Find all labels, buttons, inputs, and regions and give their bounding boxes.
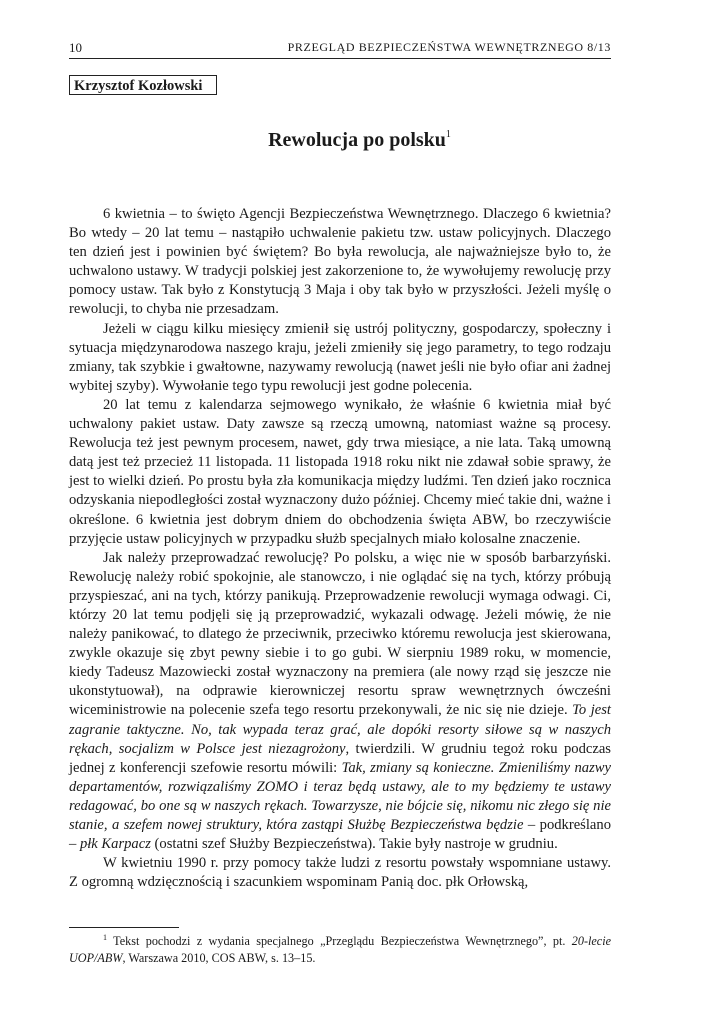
paragraph-4-text-4: (ostatni szef Służby Bezpieczeństwa). Takie były nastroje w grudniu. xyxy=(150,836,558,853)
author-name: Krzysztof Kozłowski xyxy=(69,75,217,95)
paragraph-4-text-1: Jak należy przeprowadzać rewolucję? Po polsku, a więc nie w sposób barbarzyński. Rewolucję należy robić spokojnie, ale stanowczo, i nie oglądać się na tych, którzy próbują przyspieszać, ani na tych, którzy panikują. Przeprowadzenie rewolucji wymaga odwagi. Ci, którzy 20 lat temu podjęli się ją przeprowadzić, wykazali odwagę. Jeżeli mówię, że nie należy panikować, to dlatego że przeciwnik, przeciwko któremu rewolucja jest skierowana, zwykle okazuje się zbyt pewny siebie i to go gubi. W sierpniu 1989 roku, w momencie, kiedy Tadeusz Mazowiecki został wyznaczony na premiera (ale nowy rząd się jeszcze nie ukonstytuował), na odprawie kierowniczej resortu spraw wewnętrznych ówcześni wiceministrowie na polecenie szefa tego resortu przekonywali, że nic się nie dzieje. xyxy=(69,549,611,719)
paragraph-4-text-2: , twierdzili. W grudniu tegoż roku podczas jednej z konferencji szefowie resortu mówili: xyxy=(69,740,611,776)
paragraph-1: 6 kwietnia – to święto Agencji Bezpieczeństwa Wewnętrznego. Dlaczego 6 kwietnia? Bo wtedy – 20 lat temu – nastąpiło uchwalenie pakietu tzw. ustaw policyjnych. Dlaczego ten dzień jest i powinien być świętem? Bo była rewolucja, ale najważniejsze było to, że uchwalono ustawy. W tradycji polskiej jest zakorzenione to, że wywołujemy rewolucję przy pomocy ustaw. Tak było z Konstytucją 3 Maja i oby tak było w przyszłości. Jeżeli myślę o rewolucji, to chyba nie przesadzam. xyxy=(69,206,611,318)
quote-name: płk Karpacz xyxy=(79,836,151,853)
footnote-number: 1 xyxy=(103,933,107,942)
title-footnote-ref: 1 xyxy=(445,129,451,140)
footnote-divider xyxy=(69,927,179,928)
article-title-text: Rewolucja po polsku xyxy=(268,129,446,151)
article-title xyxy=(0,127,719,153)
running-title: PRZEGLĄD BEZPIECZEŃSTWA WEWNĘTRZNEGO 8/13 xyxy=(287,40,611,54)
quote-conference: Tak, zmiany są konieczne. Zmieniliśmy nazwy departamentów, rozwiązaliśmy ZOMO i teraz będą ustawy, ale to my będziemy te ustawy redagować, bo one są w naszych rękach. Towarzysze, nie bójcie się, nikomu nic złego się nie stanie, a szefem nowej struktury, która zastąpi Służbę Bezpieczeństwa będzie xyxy=(69,759,611,833)
quote-tactical: To jest zagranie taktyczne. No, tak wypada teraz grać, ale dopóki resorty siłowe są w naszych rękach, socjalizm w Polsce jest niezagrożony xyxy=(69,702,611,757)
footnote-text-1: Tekst pochodzi z wydania specjalnego „Przeglądu Bezpieczeństwa Wewnętrznego”, pt. xyxy=(113,934,572,948)
paragraph-4-text-3: – podkreślano – xyxy=(69,817,611,853)
paragraph-4 xyxy=(69,549,611,855)
page-number: 10 xyxy=(69,40,82,55)
paragraph-3: 20 lat temu z kalendarza sejmowego wynikało, że właśnie 6 kwietnia miał być uchwalony pakiet ustaw. Daty zawsze są rzeczą umowną, natomiast ważne są procesy. Rewolucja też jest pewnym procesem, nawet, gdy trwa miesiące, a nie lata. Taką umowną datą jest też przecież 11 listopada. 11 listopada 1918 roku nikt nie zdawał sobie sprawy, że jest to wielki dzień. Po prostu była zła komunikacja między ludźmi. Ten dzień jako rocznica odzyskania niepodległości został wyznaczony dużo później. Chcemy mieć takie dni, ważne i określone. 6 kwietnia jest dobrym dniem do obchodzenia święta ABW, bo rzeczywiście przyjęcie ustaw policyjnych w przypadku służb specjalnych miało kolosalne znaczenie. xyxy=(69,396,611,547)
running-header xyxy=(69,38,611,59)
paragraph-5: W kwietniu 1990 r. przy pomocy także ludzi z resortu powstały wspomniane ustawy. Z ogromną wdzięcznością i szacunkiem wspominam Panią doc. płk Orłowską, xyxy=(69,855,611,891)
footnote-italic-title: 20-lecie UOP/ABW xyxy=(69,934,612,965)
article-body xyxy=(69,205,611,892)
footnote xyxy=(69,933,611,967)
footnote-text-2: , Warszawa 2010, COS ABW, s. 13–15. xyxy=(122,951,316,965)
paragraph-2: Jeżeli w ciągu kilku miesięcy zmienił się ustrój polityczny, gospodarczy, społeczny i sytuacja międzynarodowa naszego kraju, jeżeli zmieniły się jego parametry, to tego rodzaju zmiany, tak szybkie i gwałtowne, nazywamy rewolucją (nawet jeśli nie było ofiar ani żadnej wybitej szyby). Wywołanie tego typu rewolucji jest godne polecenia. xyxy=(69,320,611,394)
